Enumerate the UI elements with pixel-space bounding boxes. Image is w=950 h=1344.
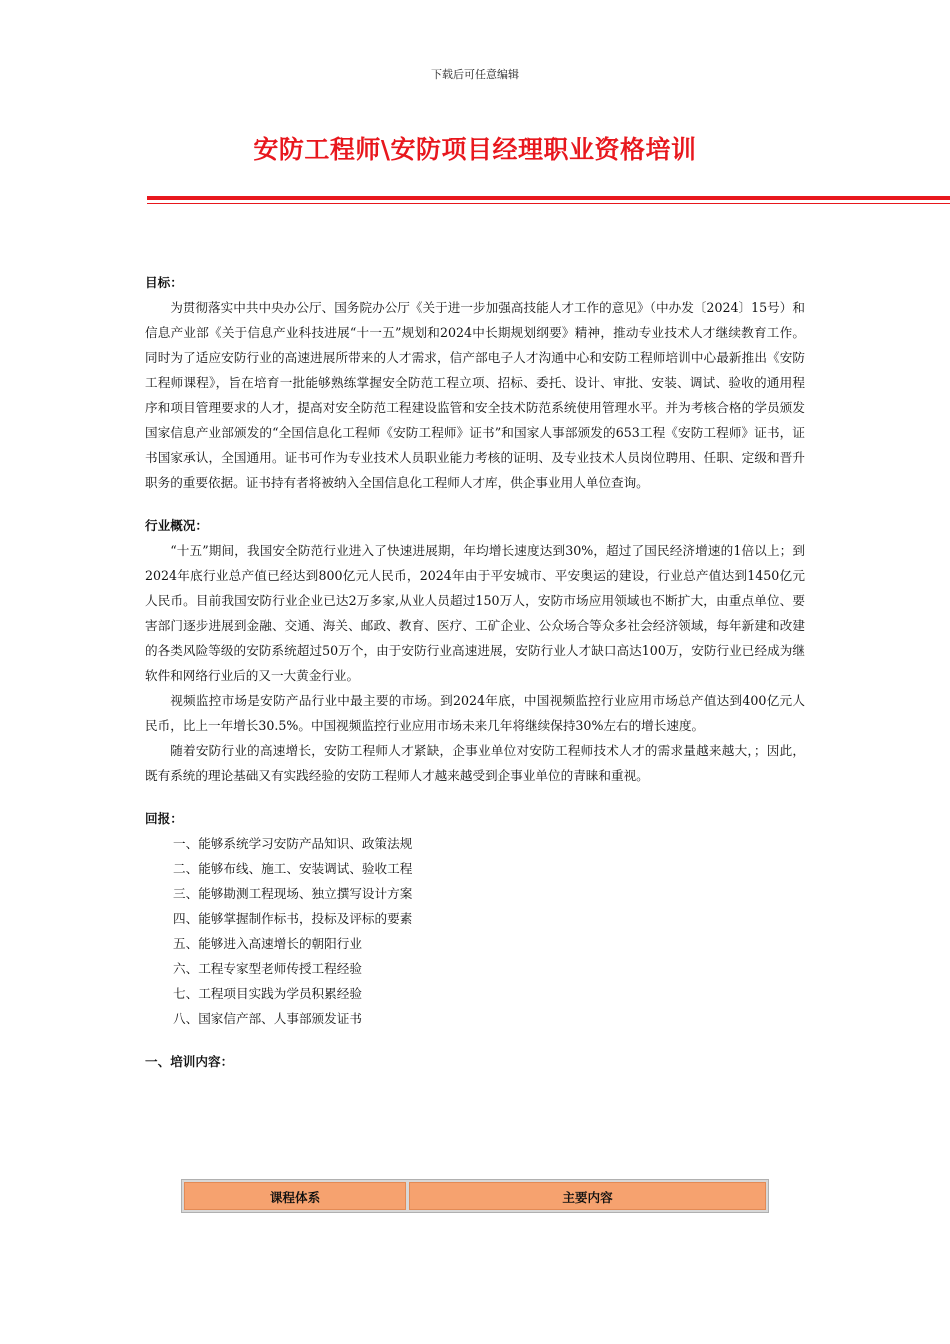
list-item: 三、能够勘测工程现场、独立撰写设计方案 [173,886,413,901]
returns-list [145,831,805,1031]
spacer [145,1031,805,1049]
list-item: 六、工程专家型老师传授工程经验 [173,961,362,976]
industry-paragraph-1: “十五”期间，我国安全防范行业进入了快速进展期，年均增长速度达到30%，超过了国民经济增速的1倍以上；到2024年底行业总产值已经达到800亿元人民币，2024年由于平安城市、平安奥运的建设，行业总产值达到1450亿元人民币。目前我国安防行业企业已达2万多家,从业人员超过150万人，安防市场应用领域也不断扩大，由重点单位、要害部门逐步进展到金融、交通、海关、邮政、教育、医疗、工矿企业、公众场合等众多社会经济领域，每年新建和改建的各类风险等级的安防系统超过50万个，由于安防行业高速进展，安防行业人才缺口高达100万，安防行业已经成为继软件和网络行业后的又一大黄金行业。 [145,543,805,683]
industry-paragraph-2: 视频监控市场是安防产品行业中最主要的市场。到2024年底，中国视频监控行业应用市场总产值达到400亿元人民币，比上一年增长30.5%。中国视频监控行业应用市场未来几年将继续保持30%左右的增长速度。 [145,693,805,733]
title-rule-thick [147,196,950,200]
list-item: 四、能够掌握制作标书，投标及评标的要素 [173,911,413,926]
list-item: 二、能够布线、施工、安装调试、验收工程 [173,861,413,876]
page-header-note: 下载后可任意编辑 [431,68,519,81]
document-body [145,270,805,1074]
list-item: 七、工程项目实践为学员积累经验 [173,986,362,1001]
training-heading: 一、培训内容： [145,1054,234,1069]
industry-heading: 行业概况： [145,518,208,533]
goal-paragraph: 为贯彻落实中共中央办公厅、国务院办公厅《关于进一步加强高技能人才工作的意见》（中办发〔2024〕15号）和信息产业部《关于信息产业科技进展“十一五”规划和2024中长期规划纲要》精神，推动专业技术人才继续教育工作。同时为了适应安防行业的高速进展所带来的人才需求，信产部电子人才沟通中心和安防工程师培训中心最新推出《安防工程师课程》，旨在培育一批能够熟练掌握安全防范工程立项、招标、委托、设计、审批、安装、调试、验收的通用程序和项目管理要求的人才，提高对安全防范工程建设监管和安全技术防范系统使用管理水平。并为考核合格的学员颁发国家信息产业部颁发的“全国信息化工程师《安防工程师》证书”和国家人事部颁发的653工程《安防工程师》证书，证书国家承认，全国通用。证书可作为专业技术人员职业能力考核的证明、及专业技术人员岗位聘用、任职、定级和晋升职务的重要依据。证书持有者将被纳入全国信息化工程师人才库，供企事业用人单位查询。 [145,300,805,490]
goal-heading: 目标： [145,275,183,290]
spacer [145,788,805,806]
table-header-main-content: 主要内容 [409,1182,766,1210]
list-item: 一、能够系统学习安防产品知识、政策法规 [173,836,413,851]
course-table-header [181,1179,769,1213]
title-rule-thin [147,203,950,204]
list-item: 八、国家信产部、人事部颁发证书 [173,1011,362,1026]
list-item: 五、能够进入高速增长的朝阳行业 [173,936,362,951]
spacer [145,495,805,513]
returns-heading: 回报： [145,811,183,826]
document-title: 安防工程师\安防项目经理职业资格培训 [253,135,697,164]
industry-paragraph-3: 随着安防行业的高速增长，安防工程师人才紧缺，企事业单位对安防工程师技术人才的需求量越来越大，；因此，既有系统的理论基础又有实践经验的安防工程师人才越来越受到企事业单位的青睐和重视。 [145,743,805,783]
table-header-course-system: 课程体系 [184,1182,406,1210]
